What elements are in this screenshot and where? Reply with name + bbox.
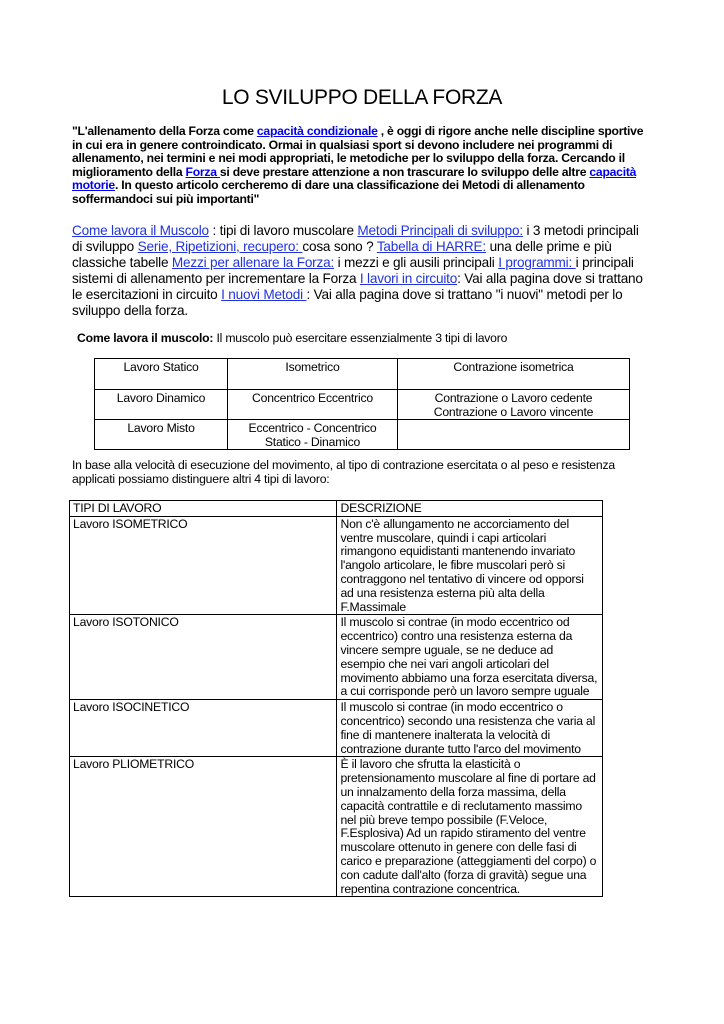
links-text-5: i mezzi e gli ausili principali — [334, 255, 499, 271]
intro-paragraph — [72, 125, 644, 207]
table-cell: Lavoro ISOMETRICO — [70, 516, 337, 615]
muscle-work-intro — [77, 331, 507, 345]
table-cell — [398, 420, 630, 450]
link-metodi-principali[interactable]: Metodi Principali di sviluppo: — [357, 223, 523, 238]
table-row — [70, 615, 603, 700]
link-programmi[interactable]: I programmi: — [498, 255, 576, 271]
link-mezzi-forza[interactable]: Mezzi per allenare la Forza: — [171, 255, 335, 271]
table-row — [95, 420, 630, 450]
table-cell: Il muscolo si contrae (in modo eccentrico od eccentrico) contro una resistenza esterna da vincere sempre uguale, se ne deduce ad esempio che nei vari angoli articolari del movimento abbiamo una forza esercitata diversa, a cui corrisponde però un lavoro sempre uguale — [337, 615, 603, 700]
link-come-lavora-muscolo[interactable]: Come lavora il Muscolo — [72, 223, 209, 238]
table-cell: Eccentrico - Concentrico Statico - Dinamico — [228, 420, 398, 450]
links-text-4: una delle prime e più classiche tabelle — [72, 239, 612, 271]
column-header-tipi: TIPI DI LAVORO — [70, 501, 337, 517]
links-text-1: : tipi di lavoro muscolare — [208, 223, 358, 238]
link-capacita-condizionale[interactable]: capacità condizionale — [256, 124, 378, 138]
table-cell: Non c'è allungamento ne accorciamento del ventre muscolare, quindi i capi articolari rimangono equidistanti mantenendo invariato l'angolo articolare, le fibre muscolari però si contraggono nel tentativo di vincere od opporsi ad una resistenza esterna più alta della F.Massimale — [337, 516, 603, 615]
intro-text-3: si deve prestare attenzione a non trascurare lo sviluppo delle altre — [219, 164, 590, 179]
link-capacita-motorie[interactable]: capacità motorie — [72, 164, 637, 193]
link-lavori-circuito[interactable]: I lavori in circuito — [359, 271, 458, 287]
table-cell: Isometrico — [228, 359, 398, 390]
table-cell: Contrazione o Lavoro cedente Contrazione o Lavoro vincente — [398, 390, 630, 420]
work-types-paragraph: In base alla velocità di esecuzione del movimento, al tipo di contrazione esercitata o al peso e resistenza applicati possiamo distinguere altri 4 tipi di lavoro: — [72, 458, 615, 486]
table-cell: Lavoro ISOCINETICO — [70, 700, 337, 757]
table-row — [70, 516, 603, 615]
intro-text-1: "L'allenamento della Forza come — [72, 124, 257, 138]
links-paragraph — [72, 223, 652, 320]
column-header-descrizione: DESCRIZIONE — [337, 501, 603, 517]
table-row — [70, 757, 603, 897]
table-header-row — [70, 501, 603, 517]
table-row — [95, 359, 630, 390]
links-text-7: : Vai alla pagina dove si trattano le esercitazioni in circuito — [72, 271, 643, 303]
table-cell: Lavoro Statico — [95, 359, 228, 390]
links-text-3: cosa sono ? — [302, 239, 377, 255]
link-tabella-harre[interactable]: Tabella di HARRE: — [376, 239, 486, 255]
links-text-6: i principali sistemi di allenamento per incrementare la Forza — [72, 255, 634, 287]
table-cell: Lavoro Misto — [95, 420, 228, 450]
work-types-table — [94, 358, 630, 450]
link-forza[interactable]: Forza — [185, 164, 220, 179]
links-text-2: i 3 metodi principali di sviluppo — [72, 223, 639, 255]
table-row — [70, 700, 603, 757]
link-nuovi-metodi[interactable]: I nuovi Metodi — [221, 287, 307, 303]
muscle-work-label: Come lavora il muscolo: — [77, 331, 214, 345]
page-title: LO SVILUPPO DELLA FORZA — [221, 86, 503, 109]
table-cell: Lavoro Dinamico — [95, 390, 228, 420]
table-cell: Contrazione isometrica — [398, 359, 630, 390]
intro-text-4: . In questo articolo cercheremo di dare una classificazione dei Metodi di allenamento soffermandoci sui più importanti" — [72, 178, 585, 206]
table-cell: Il muscolo si contrae (in modo eccentrico o concentrico) secondo una resistenza che varia al fine di mantenere inalterata la velocità di contrazione durante tutto l'arco del movimento — [337, 700, 603, 757]
table-cell: Lavoro PLIOMETRICO — [70, 757, 337, 897]
table-cell: Lavoro ISOTONICO — [70, 615, 337, 700]
intro-text-2: , è oggi di rigore anche nelle discipline sportive in cui era in genere controindicato. Ormai in qualsiasi sport si devono includere nei programmi di allenamento, nei termini e nei modi appropriati, le metodiche per lo sviluppo della forza. Cercando il miglioramento della — [72, 124, 644, 179]
table-cell: Concentrico Eccentrico — [228, 390, 398, 420]
table-cell: È il lavoro che sfrutta la elasticità o pretensionamento muscolare al fine di portare ad un innalzamento della forza massima, della capacità contrattile e di reclutamento massimo nel più breve tempo possibile (F.Veloce, F.Esplosiva) Ad un rapido stiramento del ventre muscolare ottenuto in genere con delle fasi di carico e preparazione (atteggiamenti del corpo) o con cadute dall'alto (forza di gravità) segue una repentina contrazione concentrica. — [337, 757, 603, 897]
link-serie-ripetizioni[interactable]: Serie, Ripetizioni, recupero: — [137, 239, 303, 255]
work-description-table — [69, 500, 603, 897]
table-row — [95, 390, 630, 420]
muscle-work-text: Il muscolo può esercitare essenzialmente 3 tipi di lavoro — [213, 331, 508, 345]
links-text-8: : Vai alla pagina dove si trattano "i nuovi" metodi per lo sviluppo della forza. — [72, 287, 623, 319]
